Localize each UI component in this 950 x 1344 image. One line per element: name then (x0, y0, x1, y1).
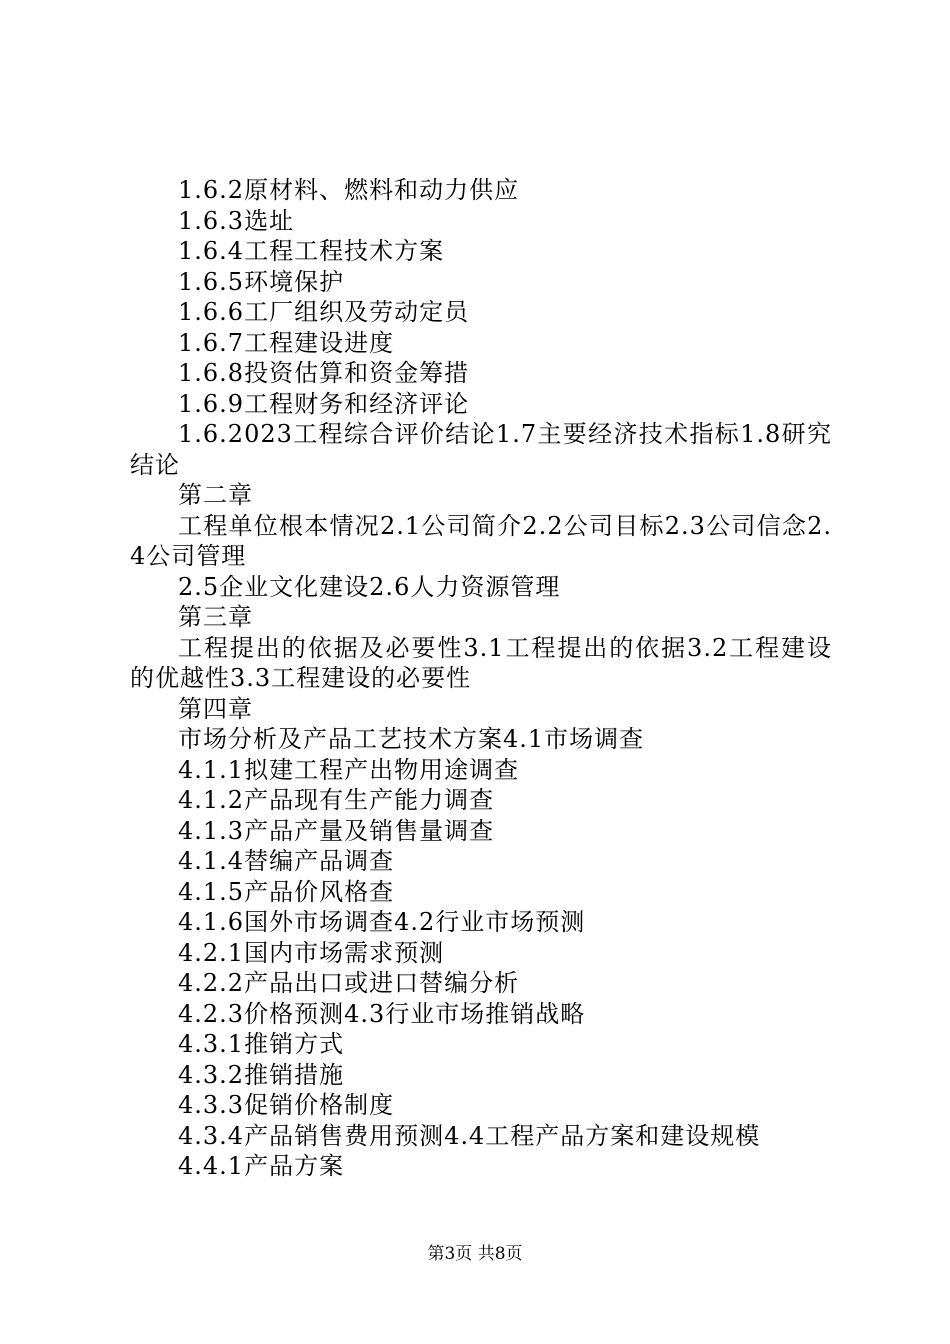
chapter-heading: 第三章 (178, 603, 253, 631)
text-line: 1.6.2原材料、燃料和动力供应 (178, 176, 520, 204)
text-line: 4.1.4替编产品调查 (178, 847, 395, 875)
text-paragraph: 工程提出的依据及必要性3.1工程提出的依据3.2工程建设的优越性3.3工程建设的必要性 (130, 633, 832, 692)
text-line: 4.2.2产品出口或进口替编分析 (178, 969, 520, 997)
text-line: 市场分析及产品工艺技术方案4.1市场调查 (178, 725, 645, 753)
text-line: 2.5企业文化建设2.6人力资源管理 (178, 572, 561, 601)
text-line: 1.6.6工厂组织及劳动定员 (178, 298, 470, 326)
text-line: 1.6.5环境保护 (178, 267, 345, 296)
text-line: 4.3.1推销方式 (178, 1030, 345, 1058)
text-line: 4.3.3促销价格制度 (178, 1091, 395, 1119)
text-line: 1.6.3选址 (178, 206, 295, 235)
text-line: 4.1.1拟建工程产出物用途调查 (178, 755, 520, 784)
text-line: 4.4.1产品方案 (178, 1152, 345, 1180)
text-line: 1.6.8投资估算和资金筹措 (178, 359, 470, 387)
text-line: 1.6.4工程工程技术方案 (178, 237, 445, 265)
text-paragraph: 工程单位根本情况2.1公司简介2.2公司目标2.3公司信念2.4公司管理 (130, 511, 832, 570)
text-line: 4.1.3产品产量及销售量调查 (178, 816, 495, 845)
text-line: 4.1.5产品价风格查 (178, 877, 395, 906)
chapter-heading: 第二章 (178, 481, 253, 509)
document-body (130, 175, 832, 1182)
text-line: 4.3.2推销措施 (178, 1060, 345, 1089)
text-line: 4.1.2产品现有生产能力调查 (178, 786, 495, 814)
chapter-heading: 第四章 (178, 694, 253, 723)
page-number-footer: 第3页 共8页 (427, 1244, 523, 1264)
text-line: 4.3.4产品销售费用预测4.4工程产品方案和建设规模 (178, 1121, 761, 1150)
text-paragraph: 1.6.2023工程综合评价结论1.7主要经济技术指标1.8研究结论 (130, 420, 832, 479)
text-line: 1.6.9工程财务和经济评论 (178, 389, 470, 418)
text-line: 4.2.1国内市场需求预测 (178, 938, 445, 967)
text-line: 4.1.6国外市场调查4.2行业市场预测 (178, 908, 586, 936)
text-line: 4.2.3价格预测4.3行业市场推销战略 (178, 999, 586, 1028)
text-line: 1.6.7工程建设进度 (178, 328, 395, 357)
